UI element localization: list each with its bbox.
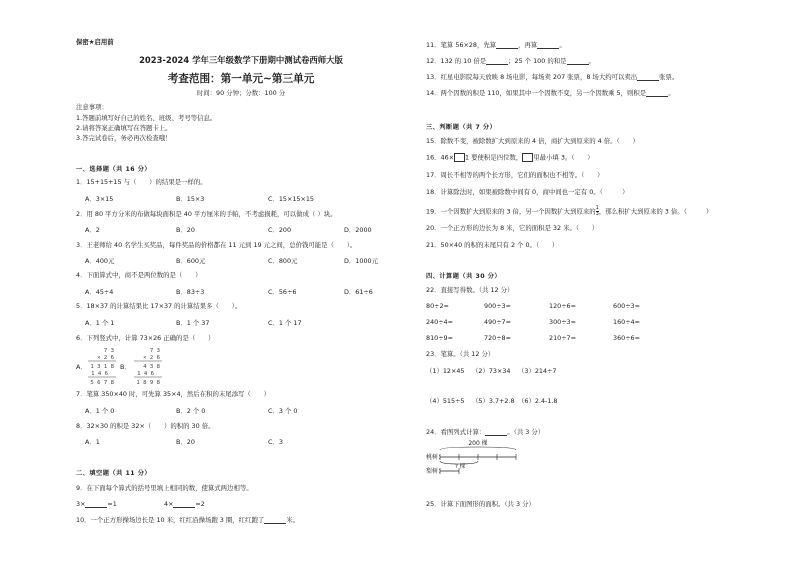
option: B．600元 xyxy=(176,257,206,265)
digit-box[interactable] xyxy=(454,153,465,162)
option: A．45÷4 xyxy=(85,288,114,296)
answer-blank[interactable] xyxy=(486,58,508,65)
question-text: 。 xyxy=(588,57,595,65)
equation-text: =2 xyxy=(195,500,205,508)
question-text: 里最小填 3。（ ） xyxy=(533,153,594,162)
question-25: 25．计算下面图形的面积。（共 3 分） xyxy=(426,500,535,508)
notice-item: 2.请将答案正确填写在答题卡上。 xyxy=(76,124,172,132)
question-stem: 5．18×37 的计算结果比 17×37 的计算结果多（ ）。 xyxy=(76,302,242,310)
option: C．200 xyxy=(268,226,292,234)
option: A． xyxy=(76,363,87,371)
exam-subtitle: 考查范围：第一单元~第三单元 xyxy=(167,73,315,85)
written-calc: （1）12×45 xyxy=(426,367,465,375)
question-15: 15．除数不变，被除数扩大到原来的 4 倍，商扩大到原来的 4 倍。（ ） xyxy=(426,137,639,145)
question-stem: 2．用 80 平方分米的布做每块面积是 40 平方厘米的手帕，不考虑损耗，可以做成（ ）块。 xyxy=(76,210,337,218)
equation-text: =1 xyxy=(107,500,117,508)
question-14 xyxy=(426,89,675,97)
question-18: 18．计算除法时，如果被除数中间有 0，商中间也一定有 0。（ ） xyxy=(426,188,629,196)
oral-calc: 360÷6= xyxy=(613,334,640,342)
option: B．1 个 37 xyxy=(176,319,210,327)
section-heading: 四、计算题（共 30 分） xyxy=(426,273,502,280)
calc-line: 7 3 xyxy=(103,348,114,354)
question-text: 24．看图列式计算： xyxy=(426,428,486,436)
question-stem: 8．32×30 的积是 32×（ ）的积的 30 倍。 xyxy=(76,422,215,430)
question-text: 12．132 的 10 倍是 xyxy=(426,57,487,65)
left-column xyxy=(76,0,406,562)
section-heading: 二、填空题（共 11 分） xyxy=(76,470,152,477)
question-text: ，那么积扩大到原来的 3 倍。（ ） xyxy=(598,207,713,216)
question-text: ，再算 xyxy=(518,41,538,49)
equation xyxy=(76,500,117,508)
option: C．1 个 17 xyxy=(268,319,302,327)
equation-text: 4× xyxy=(164,500,174,508)
oral-calc: 600÷3= xyxy=(613,302,640,310)
oral-calc: 160÷4= xyxy=(613,318,640,326)
equation xyxy=(164,500,205,508)
question-text: 1 要使积是四位数， xyxy=(465,153,523,162)
question-text: 13．红星电影院每天放映 8 场电影，每场卖 207 张票，8 场大约可以卖出 xyxy=(426,73,638,81)
question-text: 14．两个因数的积是 110，如果其中一个因数不变，另一个因数乘 5，则积是 xyxy=(426,89,647,97)
question-text: 。 xyxy=(559,41,566,49)
option: C．56÷6 xyxy=(268,288,297,296)
right-column xyxy=(426,0,766,562)
question-13 xyxy=(426,73,678,81)
calc-line: 1 8 9 8 xyxy=(136,380,160,386)
question-text: 19．一个因数扩大到原来的 3 倍，另一个因数扩大到原来的 xyxy=(426,207,596,216)
exam-title: 2023-2024 学年三年级数学下册期中测试卷西师大版 xyxy=(139,55,343,65)
calc-line: 5 6 7 8 xyxy=(90,380,114,386)
question-stem: 6．下列竖式中，计算 73×26 正确的是（ ） xyxy=(76,334,215,342)
option: A．1 个 1 xyxy=(85,319,115,327)
total-label: 200 棵 xyxy=(468,440,488,447)
written-calc: （4）515÷5 xyxy=(426,397,465,405)
calc-line: × 2 6 xyxy=(97,355,114,361)
question-stem: 1．15+15+15 与（ ）的结果是一样的。 xyxy=(76,178,207,186)
option: D．2000 xyxy=(344,226,372,234)
line-diagram xyxy=(426,437,536,477)
question-19 xyxy=(426,206,712,217)
option: B．15×3 xyxy=(176,195,205,203)
written-calc: （3）214÷7 xyxy=(518,367,557,375)
written-calc: （2）73×34 xyxy=(472,367,511,375)
option: A．1 个 0 xyxy=(85,407,115,415)
calc-line: 1 3 1 8 xyxy=(90,364,114,370)
calc-line: 1 4 6 xyxy=(91,371,108,377)
digit-box[interactable] xyxy=(522,153,533,162)
answer-blank[interactable] xyxy=(496,42,518,49)
question-10 xyxy=(76,516,299,524)
question-11 xyxy=(426,41,566,49)
answer-blank[interactable] xyxy=(264,517,286,524)
option: B．83÷3 xyxy=(176,288,205,296)
calc-line: 1 4 6 xyxy=(137,371,154,377)
question-stem: 7．笔算 350×40 时，可先算 35×4，然后在积的末尾添写（ ） xyxy=(76,390,270,398)
option: A．1 xyxy=(85,438,100,446)
calc-line: 7 3 xyxy=(149,348,160,354)
question-12 xyxy=(426,57,595,65)
fraction-denominator: 3 xyxy=(595,211,599,217)
question-stem: 4．下面算式中，商不是两位数的是（ ） xyxy=(76,271,202,279)
question-24 xyxy=(426,428,544,436)
option: B．20 xyxy=(176,226,195,234)
oral-calc: 240÷4= xyxy=(426,318,453,326)
answer-blank[interactable] xyxy=(173,501,195,508)
oral-calc: 810÷9= xyxy=(426,334,453,342)
option: A．3×15 xyxy=(85,195,114,203)
oral-calc: 490÷7= xyxy=(484,318,511,326)
option: C．800元 xyxy=(268,257,298,265)
oral-calc: 120÷6= xyxy=(549,302,576,310)
option: B． xyxy=(120,363,131,371)
option: A．2 xyxy=(85,226,100,234)
question-23-stem: 23．笔算。（共 12 分） xyxy=(426,350,495,358)
answer-blank[interactable] xyxy=(85,501,107,508)
option: D．1000元 xyxy=(344,257,378,265)
answer-blank[interactable] xyxy=(485,429,507,436)
pear-label: 梨树： xyxy=(426,468,445,475)
notice-heading: 注意事项： xyxy=(76,103,108,111)
equation-text: 3× xyxy=(76,500,86,508)
peach-label: 桃树： xyxy=(426,454,445,461)
option: C．3 xyxy=(268,438,283,446)
question-21: 21．50×40 的积的末尾只有 2 个 0。（ ） xyxy=(426,241,559,249)
section-heading: 一、选择题（共 16 分） xyxy=(76,166,152,173)
question-17: 17．周长不相等的两个长方形，它们的面积也不相等。（ ） xyxy=(426,171,604,179)
unknown-label: ? 棵 xyxy=(454,464,466,470)
calc-line: × 2 6 xyxy=(143,355,160,361)
answer-blank[interactable] xyxy=(646,90,668,97)
question-text: 。 xyxy=(668,89,675,97)
question-stem: 10．一个正方形操场边长是 10 米，红红沿操场跑 3 圈，红红跑了 xyxy=(76,516,265,524)
question-stem: 9．在下面每个算式的括号里填上相同的数，使算式两边相等。 xyxy=(76,484,253,492)
question-text: 。（共 3 分） xyxy=(507,428,545,436)
answer-blank[interactable] xyxy=(567,58,589,65)
vertical-calc-a xyxy=(86,346,118,386)
answer-blank[interactable] xyxy=(537,42,559,49)
vertical-calc-b xyxy=(132,346,164,386)
notice-item: 1.答题前填写好自己的姓名、班级、考号等信息。 xyxy=(76,114,217,122)
oral-calc: 720÷8= xyxy=(484,334,511,342)
fraction-numerator: 1 xyxy=(595,205,599,211)
question-text: 11．笔算 56×28，先算 xyxy=(426,41,497,49)
oral-calc: 900÷3= xyxy=(484,302,511,310)
oral-calc: 80÷2= xyxy=(426,302,449,310)
secret-label: 保密★启用前 xyxy=(76,38,114,46)
question-22-stem: 22．直接写得数。（共 12 分） xyxy=(426,286,514,294)
question-text: 张票。 xyxy=(659,73,679,81)
option: C．3 个 0 xyxy=(268,407,298,415)
answer-blank[interactable] xyxy=(637,74,659,81)
option: D．61÷6 xyxy=(344,288,373,296)
question-stem: 3．王老师给 40 名学生买奖品，每件奖品的价格都在 11 元到 19 元之间，总价钱可能是（ ）。 xyxy=(76,241,357,249)
option: C．15×15×15 xyxy=(268,195,314,203)
notice-item: 3.答完试卷后，务必再次检查哦！ xyxy=(76,134,172,142)
question-text: 米。 xyxy=(286,516,300,524)
question-16 xyxy=(426,153,594,162)
option: B．2 个 0 xyxy=(176,407,206,415)
option: B．20 xyxy=(176,438,195,446)
time-score: 时间：90 分钟；分数：100 分 xyxy=(196,89,286,97)
question-text: 16．46× xyxy=(426,153,455,162)
oral-calc: 300÷3= xyxy=(549,318,576,326)
written-calc: （5）3.7+2.8 xyxy=(472,397,515,405)
written-calc: （6）2.4-1.8 xyxy=(518,397,558,405)
section-heading: 三、判断题（共 7 分） xyxy=(426,124,497,131)
question-20: 20．一个正方形的边长为 8 米，它的面积是 32 米。（ ） xyxy=(426,224,599,232)
oral-calc: 210÷7= xyxy=(549,334,576,342)
calc-line: 4 3 8 xyxy=(143,364,160,370)
question-text: ；25 个 100 的和是 xyxy=(508,57,567,65)
option: A．400元 xyxy=(85,257,115,265)
